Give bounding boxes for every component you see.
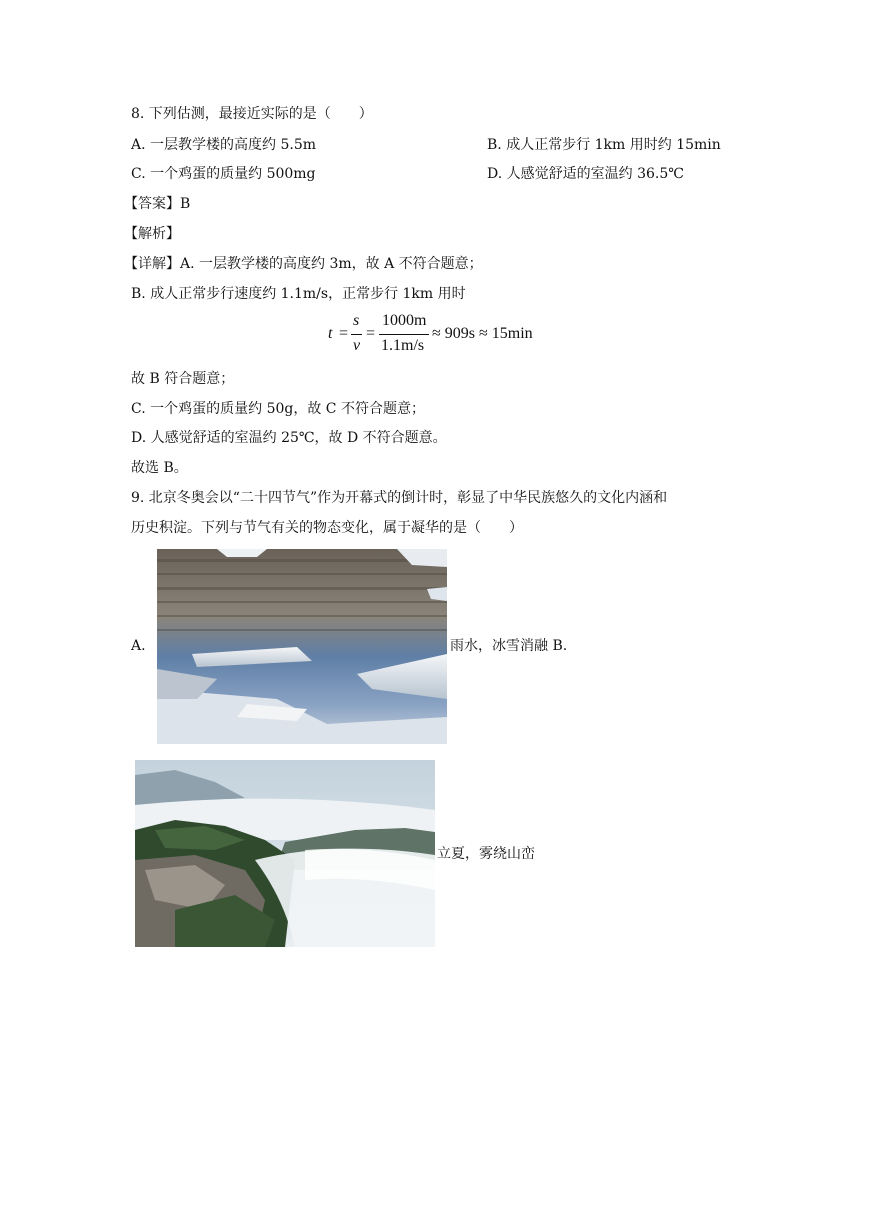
q9-option-a-label: A. <box>131 638 146 654</box>
q8-option-c: C. 一个鸡蛋的质量约 500mg <box>131 166 316 182</box>
fog-mountains-photo <box>135 760 435 947</box>
choose-line: 故选 B。 <box>131 460 188 476</box>
detail-c: C. 一个鸡蛋的质量约 50g，故 C 不符合题意； <box>131 401 425 417</box>
q9-stem-line2: 历史积淀。下列与节气有关的物态变化，属于凝华的是（ ） <box>131 520 523 536</box>
detail-a-line <box>124 254 483 274</box>
detail-a: A. 一层教学楼的高度约 3m，故 A 不符合题意； <box>180 256 483 272</box>
answer-tag: 【答案】 <box>124 196 180 212</box>
formula-num2: 1000m <box>382 312 427 329</box>
detail-b2: 故 B 符合题意； <box>131 371 235 387</box>
detail-d: D. 人感觉舒适的室温约 25℃，故 D 不符合题意。 <box>131 430 447 446</box>
formula-den2: 1.1m/s <box>381 337 425 354</box>
q9-stem-line1: 9. 北京冬奥会以“二十四节气”作为开幕式的倒计时，彰显了中华民族悠久的文化内涵和 <box>131 490 668 506</box>
fraction-bar-2 <box>379 334 429 335</box>
q9-option-b-caption: 立夏，雾绕山峦 <box>437 846 535 862</box>
formula-num1: s <box>353 312 360 329</box>
q8-option-b: B. 成人正常步行 1km 用时约 15min <box>487 137 721 153</box>
formula-t: t <box>328 325 333 342</box>
formula-eq1: = <box>339 325 349 342</box>
formula-den1: v <box>353 337 361 354</box>
detail-b: B. 成人正常步行速度约 1.1m/s，正常步行 1km 用时 <box>131 286 466 302</box>
q8-option-a: A. 一层教学楼的高度约 5.5m <box>131 137 317 153</box>
q9-option-a-caption: 雨水，冰雪消融 B. <box>450 638 568 654</box>
formula <box>328 312 548 360</box>
detail-tag: 【详解】 <box>124 256 180 272</box>
answer-line <box>124 194 191 214</box>
fraction-bar-1 <box>351 334 362 335</box>
formula-result: ≈ 909s ≈ 15min <box>432 325 533 342</box>
q8-option-d: D. 人感觉舒适的室温约 36.5℃ <box>487 166 684 182</box>
ice-melting-photo <box>157 549 447 744</box>
q8-stem: 8. 下列估测，最接近实际的是（ ） <box>131 106 373 122</box>
answer-value: B <box>180 196 191 212</box>
formula-eq2: = <box>366 325 376 342</box>
analysis-tag: 【解析】 <box>124 226 180 242</box>
